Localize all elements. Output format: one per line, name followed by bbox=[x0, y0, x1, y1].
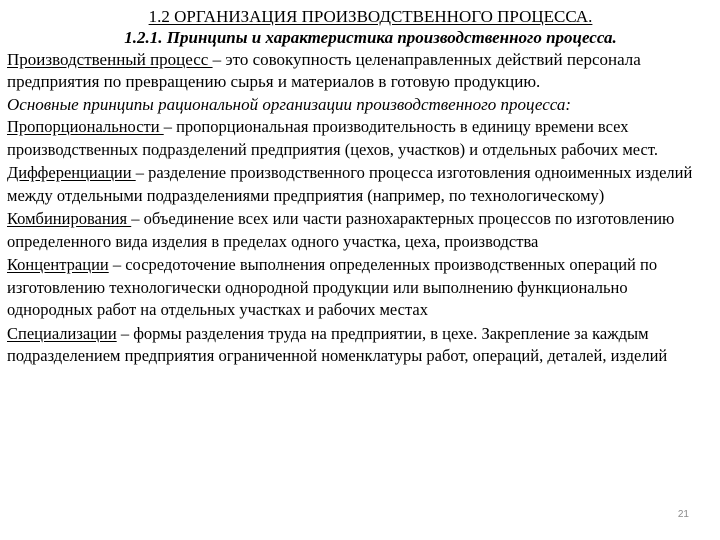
principle-item-concentration bbox=[7, 254, 714, 322]
principle-text: – сосредоточение выполнения определенных производственных операций по изготовлению технологически однородной продукции или выполнению функционально однородных работ на отдельных участках и рабочих местах bbox=[7, 255, 658, 319]
principle-text: – пропорциональная производительность в единицу времени всех производственных подразделений предприятия (цехов, участков) и отдельных рабочих мест. bbox=[7, 117, 658, 159]
principle-term: Специализации bbox=[7, 323, 117, 343]
page-number: 21 bbox=[677, 509, 689, 520]
definition-paragraph bbox=[7, 49, 714, 93]
principle-item-specialization bbox=[7, 323, 714, 368]
principle-term: Концентрации bbox=[7, 255, 109, 274]
definition-text: – это совокупность целенаправленных действий персонала предприятия по превращению сырья и материалов в готовую продукцию. bbox=[7, 50, 641, 91]
principle-text: – объединение всех или части разнохарактерных процессов по изготовлению определенного вида изделия в пределах одного участка, цеха, производства bbox=[7, 209, 675, 251]
slide-title: 1.2 ОРГАНИЗАЦИЯ ПРОИЗВОДСТВЕННОГО ПРОЦЕССА. bbox=[148, 7, 593, 26]
slide-subtitle: 1.2.1. Принципы и характеристика производственного процесса. bbox=[124, 28, 617, 47]
principle-item-differentiation bbox=[7, 162, 714, 207]
slide-title-row bbox=[7, 6, 714, 27]
slide-subtitle-row bbox=[7, 27, 714, 48]
definition-term: Производственный процесс bbox=[7, 50, 213, 69]
principle-item-proportionality bbox=[7, 116, 714, 161]
principle-term: Пропорциональности bbox=[7, 117, 164, 136]
principles-heading: Основные принципы рациональной организации производственного процесса: bbox=[7, 95, 572, 114]
principle-text: – формы разделения труда на предприятии, в цехе. Закрепление за каждым подразделением предприятия ограниченной номенклатуры работ, операций, деталей, изделий bbox=[7, 323, 668, 365]
principle-item-combination bbox=[7, 208, 714, 253]
principle-text: – разделение производственного процесса изготовления одноименных изделий между отдельными подразделениями предприятия (например, по технологическому) bbox=[7, 163, 693, 205]
principle-term: Комбинирования bbox=[7, 209, 132, 228]
principle-term: Дифференциации bbox=[7, 163, 136, 182]
